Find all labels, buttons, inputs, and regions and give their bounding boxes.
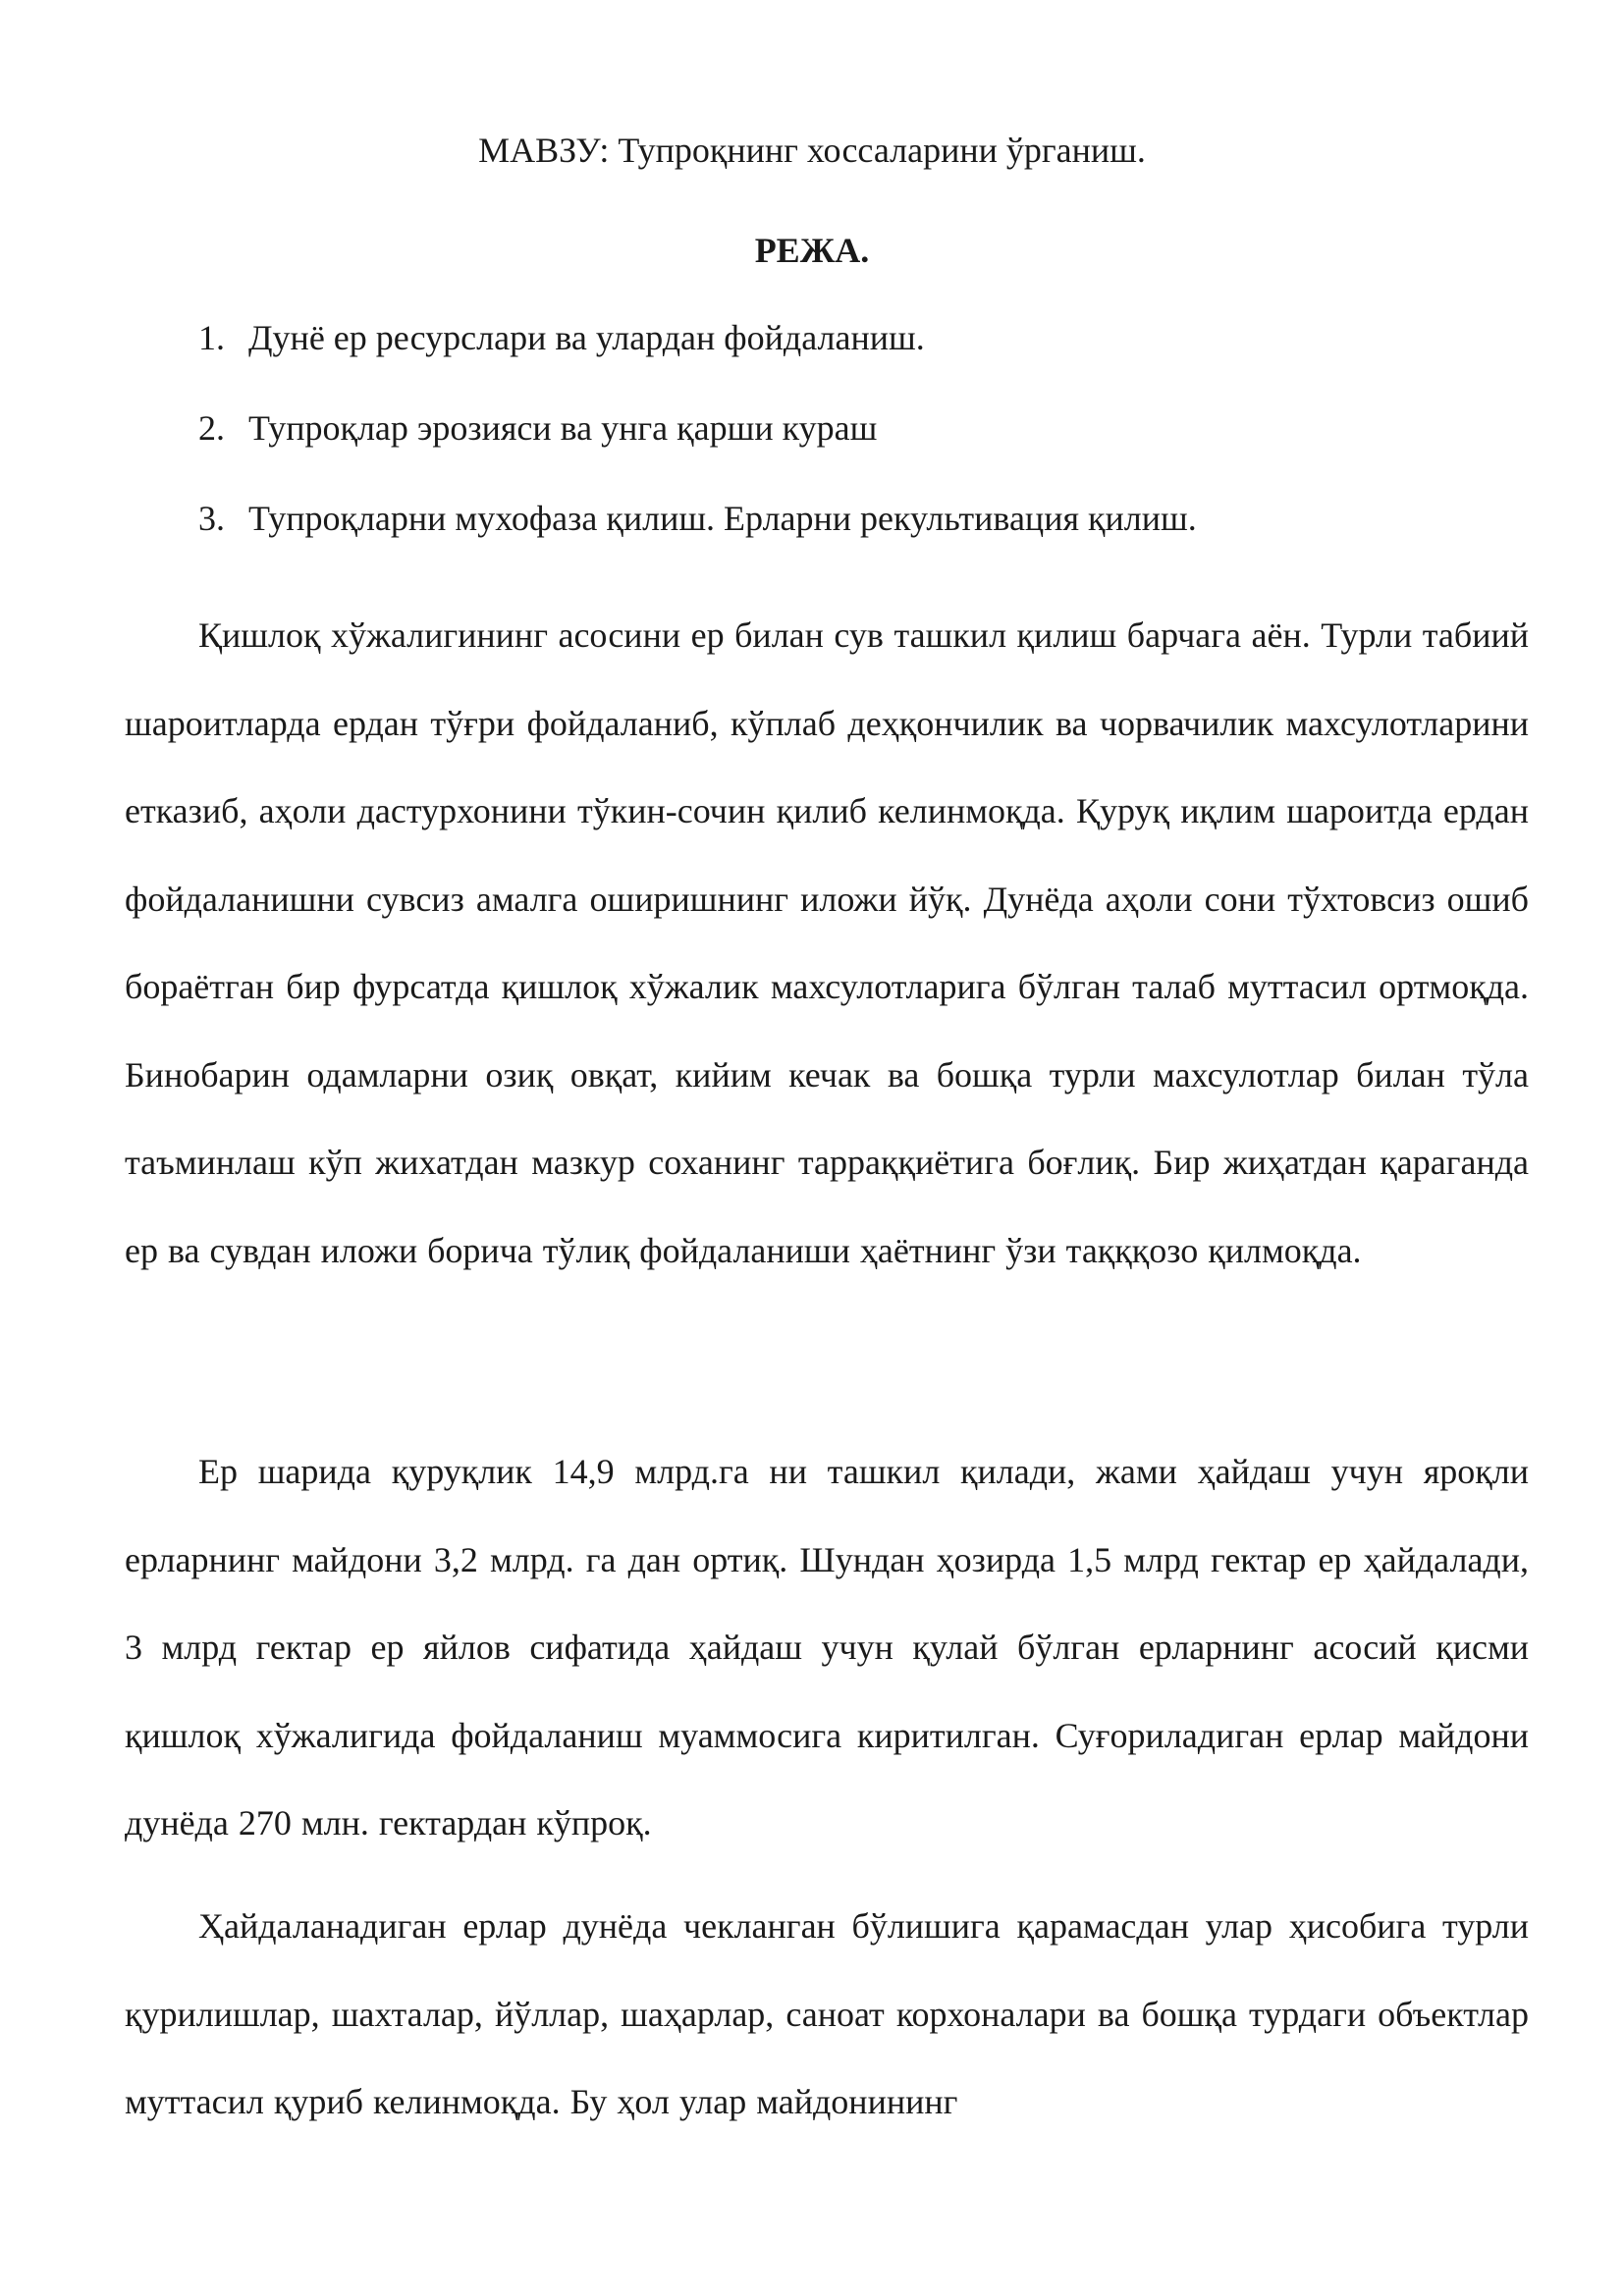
plan-item-text: Тупроқлар эрозияси ва унга қарши кураш bbox=[248, 408, 878, 448]
paragraph-2: Ер шарида қуруқлик 14,9 млрд.га ни ташкил қилади, жами ҳайдаш учун яроқли ерларнинг майдони 3,2 млрд. га дан ортиқ. Шундан ҳозирда 1,5 млрд гектар ер ҳайдалади, 3 млрд гектар ер яйлов сифатида ҳайдаш учун қулай бўлган ерларнинг асосий қисми қишлоқ хўжалигида фойдаланиш муаммосига киритилган. Суғориладиган ерлар майдони дунёда 270 млн. гектардан кўпроқ. bbox=[125, 1452, 1529, 1842]
paragraph-1: Қишлоқ хўжалигининг асосини ер билан сув ташкил қилиш барчага аён. Турли табиий шароитларда ердан тўғри фойдаланиб, кўплаб деҳқончилик ва чорвачилик махсулотларини етказиб, аҳоли дастурхонини тўкин-сочин қилиб келинмоқда. Қуруқ иқлим шароитда ердан фойдаланишни сувсиз амалга оширишнинг иложи йўқ. Дунёда аҳоли сони тўхтовсиз ошиб бораётган бир фурсатда қишлоқ хўжалик махсулотларига бўлган талаб муттасил ортмоқда. Бинобарин одамларни озиқ овқат, кийим кечак ва бошқа турли махсулотлар билан тўла таъминлаш кўп жихатдан мазкур соханинг тарраққиётига боғлиқ. Бир жиҳатдан қараганда ер ва сувдан иложи борича тўлиқ фойдаланиши ҳаётнинг ўзи тақққозо қилмоқда. bbox=[125, 615, 1529, 1270]
document-title: МАВЗУ: Тупроқнинг хоссаларини ўрганиш. bbox=[478, 131, 1146, 170]
plan-item-number: 1. bbox=[198, 318, 225, 357]
plan-item-1 bbox=[198, 316, 1197, 359]
plan-item-text: Тупроқларни мухофаза қилиш. Ерларни рекультивация қилиш. bbox=[248, 499, 1197, 538]
plan-item-number: 3. bbox=[198, 499, 225, 538]
plan-item-number: 2. bbox=[198, 408, 225, 448]
plan-item-2 bbox=[198, 406, 1197, 450]
plan-list bbox=[198, 316, 1197, 587]
plan-item-text: Дунё ер ресурслари ва улардан фойдаланиш. bbox=[248, 318, 925, 357]
plan-heading: РЕЖА. bbox=[754, 231, 870, 270]
paragraph-3: Ҳайдаланадиган ерлар дунёда чекланган бўлишига қарамасдан улар ҳисобига турли қурилишлар, шахталар, йўллар, шаҳарлар, саноат корхоналари ва бошқа турдаги объектлар муттасил қуриб келинмоқда. Бу ҳол улар майдонининг bbox=[125, 1906, 1529, 2121]
plan-item-3 bbox=[198, 497, 1197, 540]
